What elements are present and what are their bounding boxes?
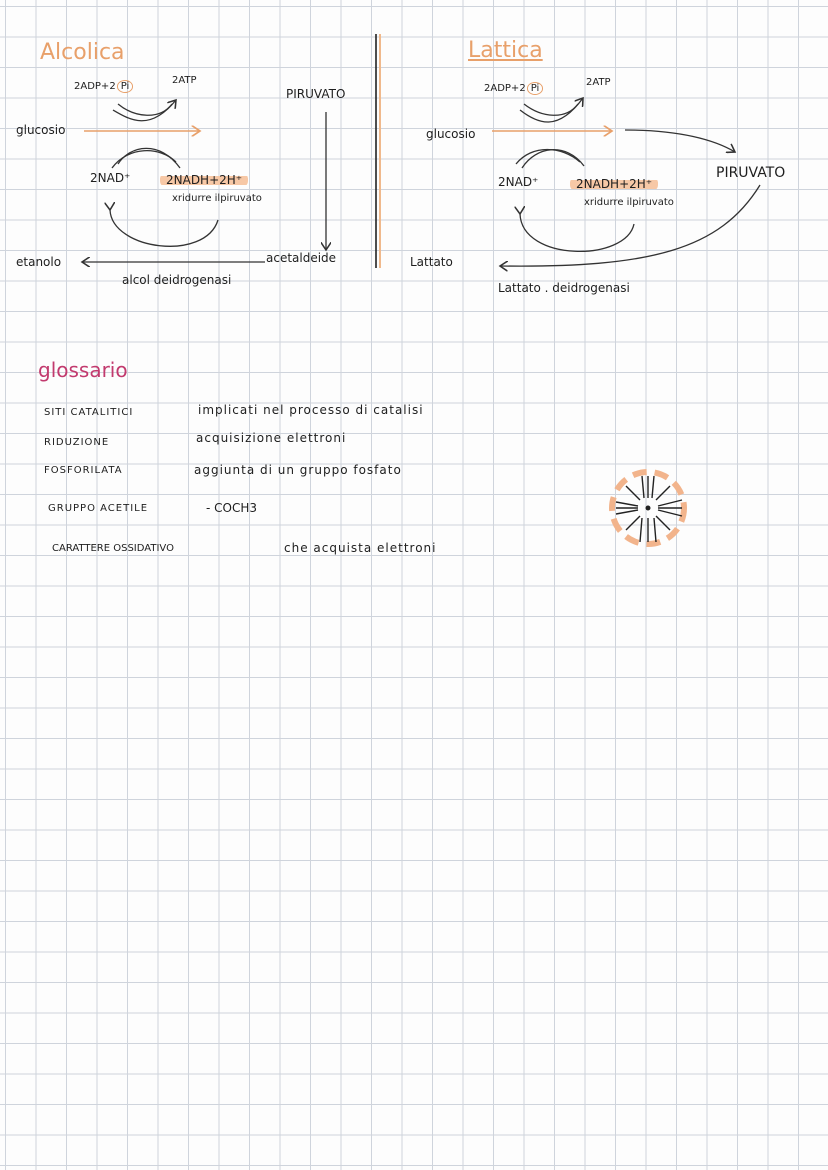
alcolica-adp: 2ADP+2 Pi [74,82,133,92]
alcolica-nad: 2NAD⁺ [90,171,131,185]
alcolica-pi-circle: Pi [117,80,134,93]
glossario-title: glossario [38,358,128,382]
alcolica-piruvato: PIRUVATO [286,87,346,101]
alcolica-title: Alcolica [40,40,125,65]
lattica-adp: 2ADP+2 Pi [484,84,543,94]
lattica-nad: 2NAD⁺ [498,175,539,189]
glossary-term: RIDUZIONE [44,437,110,448]
glossary-definition: acquisizione elettroni [196,431,347,445]
glossary-term: CARATTERE OSSIDATIVO [52,543,174,554]
alcolica-acetaldeide: acetaldeide [266,251,337,265]
lattica-title: Lattica [468,38,543,63]
lattica-glucosio: glucosio [426,127,476,141]
lattica-note: xridurre ilpiruvato [584,197,674,208]
lattica-enzyme: Lattato . deidrogenasi [498,281,630,295]
lattica-lattato: Lattato [410,255,453,269]
alcolica-atp: 2ATP [172,75,197,86]
glossary-term: FOSFORILATA [44,465,123,476]
glossary-definition: che acquista elettroni [284,541,437,555]
glossary-term: GRUPPO ACETILE [48,503,149,514]
lattica-pi-circle: Pi [527,82,544,95]
alcolica-etanolo: etanolo [16,255,62,269]
glossary-definition: aggiunta di un gruppo fosfato [194,463,402,477]
lattica-atp: 2ATP [586,77,611,88]
lattica-nadh: 2NADH+2H⁺ [570,178,658,190]
alcolica-glucosio: glucosio [16,123,66,137]
sun-doodle-icon [596,460,700,556]
alcolica-nadh: 2NADH+2H⁺ [160,174,248,186]
lattica-piruvato: PIRUVATO [716,165,786,181]
glossary-definition: implicati nel processo di catalisi [198,403,424,417]
alcolica-note: xridurre ilpiruvato [172,193,262,204]
alcolica-enzyme: alcol deidrogenasi [122,273,232,287]
glossary-definition: - COCH3 [206,501,258,515]
glossary-term: SITI CATALITICI [44,407,134,418]
